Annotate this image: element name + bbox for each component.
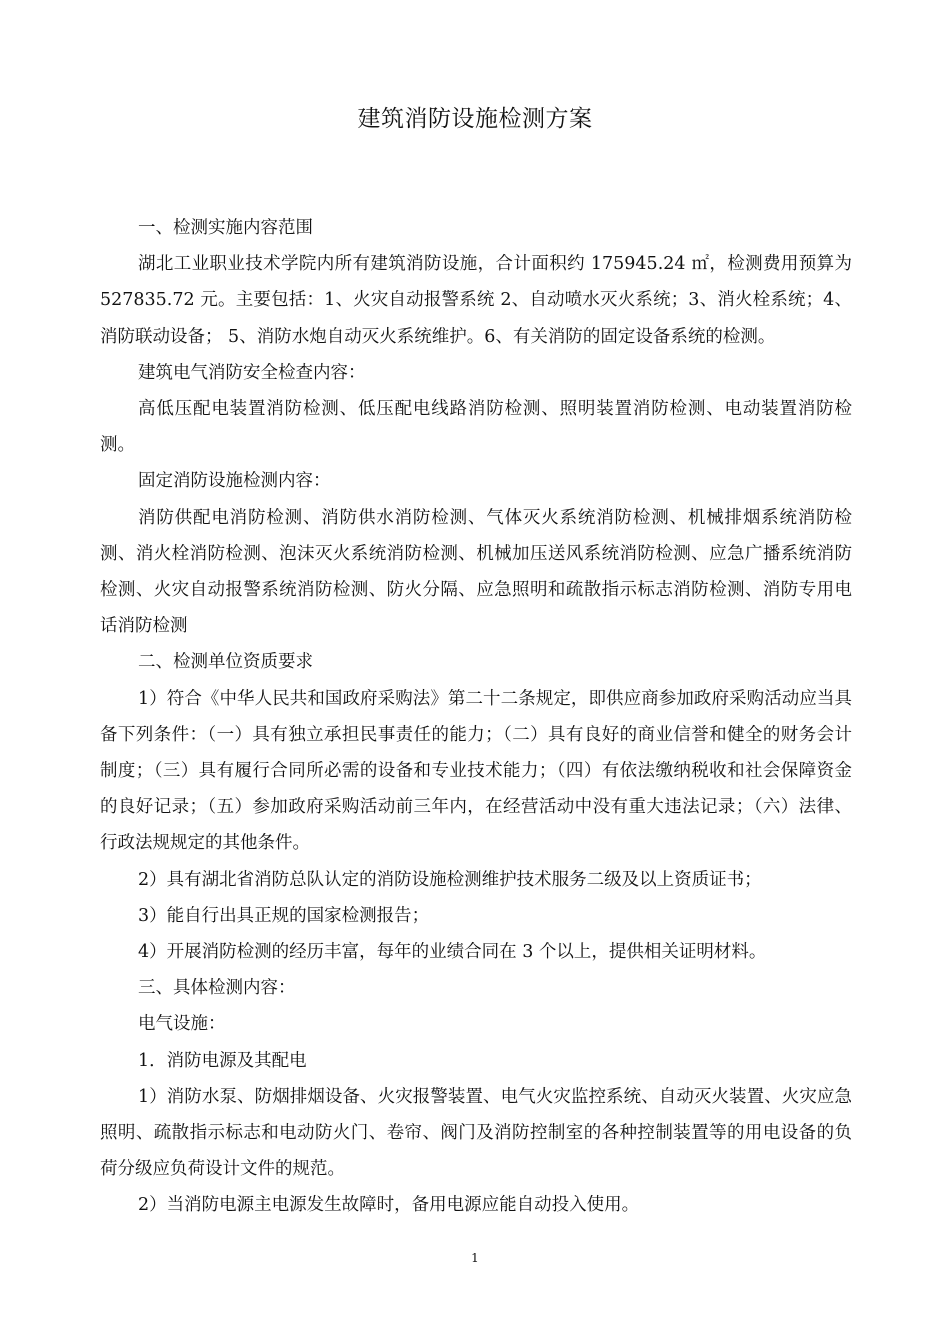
paragraph-electrical-facilities: 电气设施： <box>138 1014 226 1035</box>
paragraph-qualification-4: 4）开展消防检测的经历丰富，每年的业绩合同在 3 个以上，提供相关证明材料。 <box>138 942 767 963</box>
page-number: 1 <box>471 1251 479 1265</box>
section-heading-qualifications: 二、检测单位资质要求 <box>138 652 313 673</box>
page-title: 建筑消防设施检测方案 <box>357 106 593 132</box>
paragraph-fixed-facilities-items: 消防供配电消防检测、消防供水消防检测、气体灭火系统消防检测、机械排烟系统消防检测、消火栓消防检测、泡沫灭火系统消防检测、机械加压送风系统消防检测、应急广播系统消防检测、火灾自动报警系统消防检测、防火分隔、应急照明和疏散指示标志消防检测、消防专用电话消防检测 <box>100 507 852 637</box>
paragraph-qualification-3: 3）能自行出具正规的国家检测报告； <box>138 905 430 926</box>
paragraph-qualification-2: 2）具有湖北省消防总队认定的消防设施检测维护技术服务二级及以上资质证书； <box>138 869 762 890</box>
paragraph-qualification-1: 1）符合《中华人民共和国政府采购法》第二十二条规定，即供应商参加政府采购活动应当具备下列条件：（一）具有独立承担民事责任的能力；（二）具有良好的商业信誉和健全的财务会计制度；（三）具有履行合同所必需的设备和专业技术能力；（四）有依法缴纳税收和社会保障资金的良好记录；（五）参加政府采购活动前三年内，在经营活动中没有重大违法记录；（六）法律、行政法规规定的其他条件。 <box>100 688 852 854</box>
paragraph-power-supply-heading: 1．消防电源及其配电 <box>138 1050 307 1071</box>
paragraph-power-supply-item-2: 2）当消防电源主电源发生故障时，备用电源应能自动投入使用。 <box>138 1195 640 1216</box>
paragraph-electrical-inspection-items: 高低压配电装置消防检测、低压配电线路消防检测、照明装置消防检测、电动装置消防检测。 <box>100 399 852 456</box>
section-heading-scope: 一、检测实施内容范围 <box>138 218 313 238</box>
paragraph-power-supply-item-1: 1）消防水泵、防烟排烟设备、火灾报警装置、电气火灾监控系统、自动灭火装置、火灾应急照明、疏散指示标志和电动防火门、卷帘、阀门及消防控制室的各种控制装置等的用电设备的负荷分级应负荷设计文件的规范。 <box>100 1086 852 1180</box>
paragraph-scope-description: 湖北工业职业技术学院内所有建筑消防设施，合计面积约 175945.24 ㎡，检测费用预算为 527835.72 元。主要包括：1、火灾自动报警系统 2、自动喷水灭火系统；3、消火栓系统；4、消防联动设备； 5、消防水炮自动灭火系统维护。6、有关消防的固定设备系统的检测。 <box>100 254 852 347</box>
paragraph-fixed-facilities-heading: 固定消防设施检测内容： <box>138 471 331 492</box>
paragraph-electrical-inspection-heading: 建筑电气消防安全检查内容： <box>138 362 366 383</box>
document-body <box>100 210 852 1224</box>
section-heading-inspection-content: 三、具体检测内容： <box>138 978 296 999</box>
